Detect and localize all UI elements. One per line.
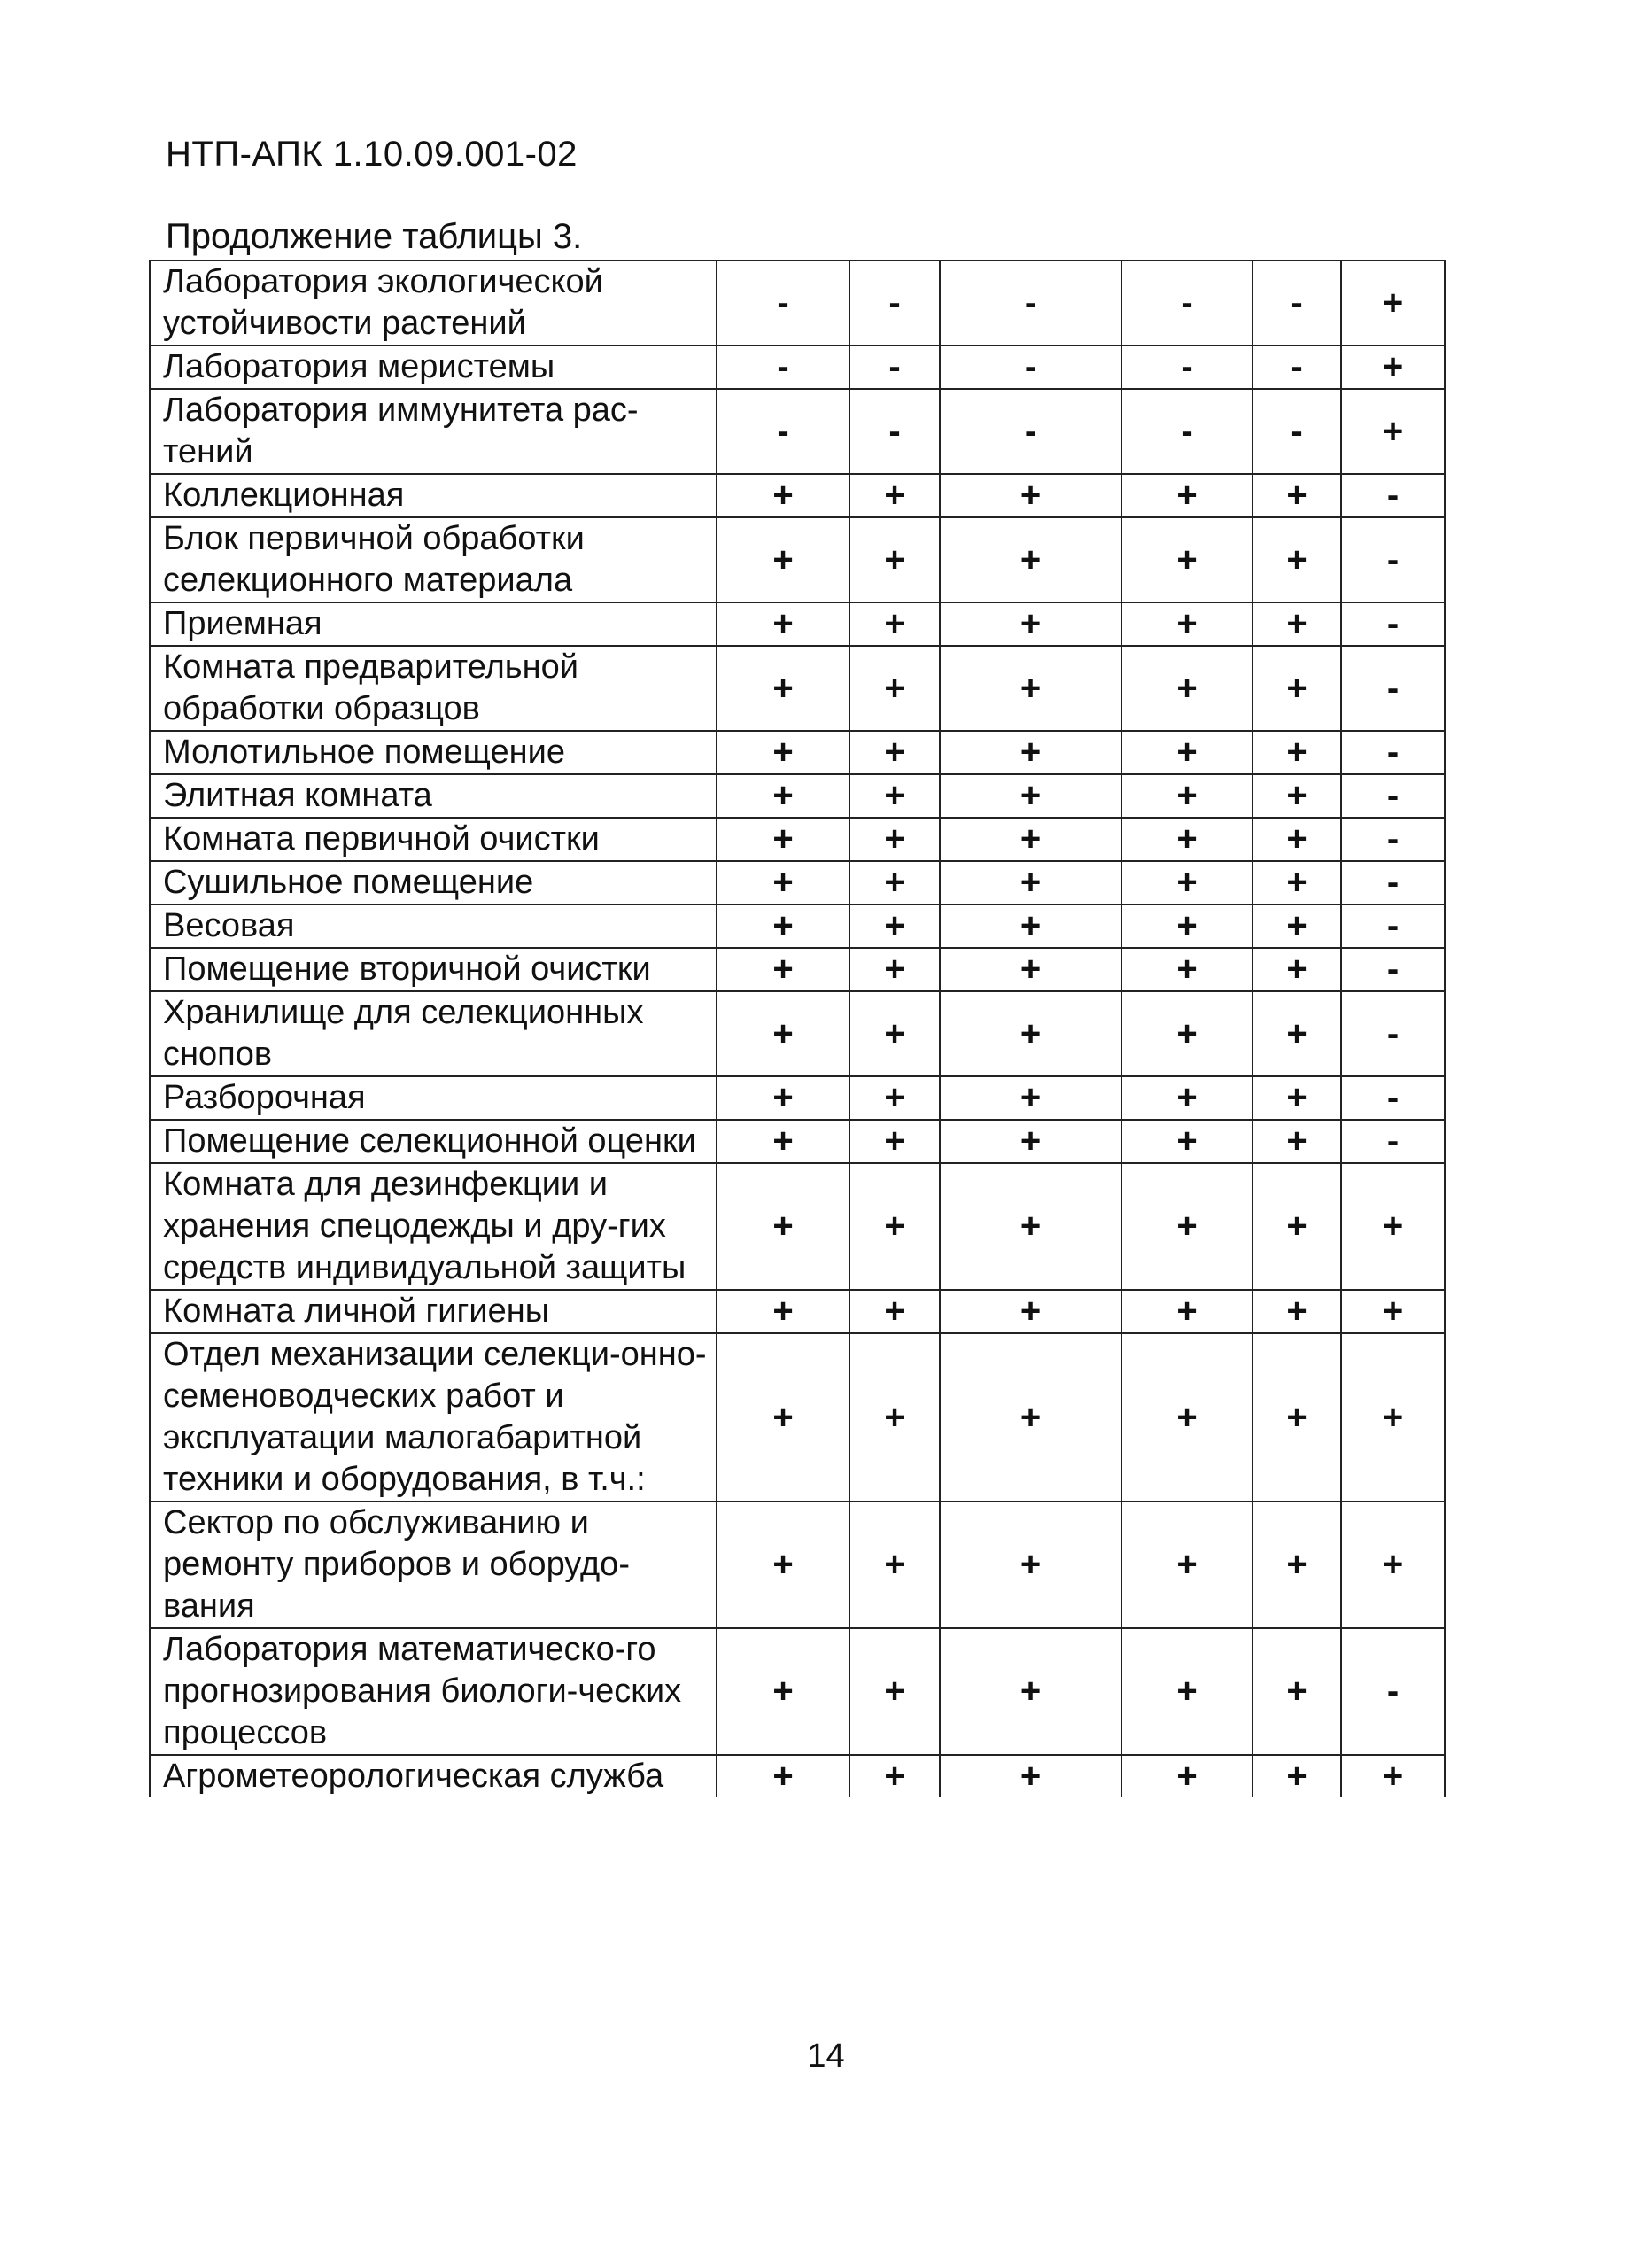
mark-cell: + <box>717 646 849 731</box>
mark-cell: + <box>1121 474 1253 517</box>
mark-cell: + <box>717 904 849 948</box>
table-row <box>150 474 1445 517</box>
table-row <box>150 1163 1445 1290</box>
room-name-cell: Помещение селекционной оценки <box>150 1120 717 1163</box>
page-number: 14 <box>807 2038 845 2075</box>
table-row <box>150 1076 1445 1120</box>
mark-cell: + <box>940 1333 1121 1502</box>
mark-cell: - <box>849 345 940 389</box>
mark-cell: - <box>849 260 940 345</box>
mark-cell: - <box>1341 731 1445 774</box>
mark-cell: + <box>1253 1163 1341 1290</box>
mark-cell: + <box>1341 345 1445 389</box>
table-row <box>150 1290 1445 1333</box>
mark-cell: + <box>849 1290 940 1333</box>
mark-cell: + <box>1341 1502 1445 1628</box>
mark-cell: + <box>717 1120 849 1163</box>
mark-cell: + <box>1253 774 1341 818</box>
mark-cell: - <box>1341 948 1445 991</box>
mark-cell: + <box>849 904 940 948</box>
mark-cell: - <box>940 345 1121 389</box>
mark-cell: + <box>1341 1333 1445 1502</box>
table-row <box>150 948 1445 991</box>
mark-cell: + <box>940 602 1121 646</box>
room-name-cell: Сушильное помещение <box>150 861 717 904</box>
mark-cell: + <box>849 1163 940 1290</box>
mark-cell: + <box>1341 1163 1445 1290</box>
mark-cell: + <box>849 1333 940 1502</box>
mark-cell: - <box>1341 1120 1445 1163</box>
mark-cell: + <box>1253 474 1341 517</box>
mark-cell: + <box>1253 646 1341 731</box>
table-row <box>150 731 1445 774</box>
mark-cell: + <box>940 1755 1121 1797</box>
mark-cell: + <box>717 948 849 991</box>
mark-cell: - <box>717 260 849 345</box>
mark-cell: + <box>1341 1755 1445 1797</box>
table-row <box>150 774 1445 818</box>
mark-cell: + <box>1121 1502 1253 1628</box>
mark-cell: + <box>940 1502 1121 1628</box>
mark-cell: + <box>849 1755 940 1797</box>
mark-cell: - <box>1341 818 1445 861</box>
table-row <box>150 1628 1445 1755</box>
mark-cell: + <box>1253 1333 1341 1502</box>
mark-cell: + <box>1253 731 1341 774</box>
mark-cell: + <box>849 474 940 517</box>
room-name-cell: Комната для дезинфекции и хранения спецодежды и дру-гих средств индивидуальной защиты <box>150 1163 717 1290</box>
mark-cell: - <box>1341 646 1445 731</box>
mark-cell: + <box>1253 991 1341 1076</box>
mark-cell: + <box>940 646 1121 731</box>
mark-cell: + <box>717 1755 849 1797</box>
mark-cell: - <box>1341 474 1445 517</box>
mark-cell: + <box>1253 861 1341 904</box>
mark-cell: + <box>1253 1628 1341 1755</box>
mark-cell: - <box>1341 1628 1445 1755</box>
mark-cell: + <box>1121 904 1253 948</box>
room-name-cell: Отдел механизации селекци-онно-семеноводческих работ и эксплуатации малогабаритной техники и оборудования, в т.ч.: <box>150 1333 717 1502</box>
mark-cell: - <box>1341 774 1445 818</box>
table-row <box>150 602 1445 646</box>
mark-cell: + <box>940 517 1121 602</box>
mark-cell: + <box>849 818 940 861</box>
mark-cell: + <box>717 1290 849 1333</box>
table-row <box>150 646 1445 731</box>
mark-cell: + <box>1253 1502 1341 1628</box>
mark-cell: + <box>940 1290 1121 1333</box>
mark-cell: + <box>1121 774 1253 818</box>
mark-cell: - <box>940 389 1121 474</box>
mark-cell: + <box>1341 260 1445 345</box>
mark-cell: - <box>1121 345 1253 389</box>
mark-cell: + <box>940 1120 1121 1163</box>
mark-cell: + <box>940 948 1121 991</box>
mark-cell: + <box>940 474 1121 517</box>
mark-cell: + <box>1121 1163 1253 1290</box>
mark-cell: + <box>717 1076 849 1120</box>
room-name-cell: Лаборатория иммунитета рас-тений <box>150 389 717 474</box>
mark-cell: + <box>849 731 940 774</box>
table-row <box>150 1755 1445 1797</box>
table-caption: Продолжение таблицы 3. <box>166 217 583 256</box>
mark-cell: + <box>1253 1120 1341 1163</box>
mark-cell: + <box>1121 991 1253 1076</box>
mark-cell: - <box>1341 1076 1445 1120</box>
mark-cell: + <box>1253 1290 1341 1333</box>
mark-cell: + <box>849 1120 940 1163</box>
table-row <box>150 345 1445 389</box>
mark-cell: + <box>1121 1628 1253 1755</box>
room-name-cell: Молотильное помещение <box>150 731 717 774</box>
table-row <box>150 260 1445 345</box>
mark-cell: - <box>717 345 849 389</box>
mark-cell: - <box>1121 260 1253 345</box>
table-row <box>150 389 1445 474</box>
mark-cell: + <box>717 1333 849 1502</box>
table-row <box>150 904 1445 948</box>
room-name-cell: Разборочная <box>150 1076 717 1120</box>
table-row <box>150 861 1445 904</box>
mark-cell: + <box>717 517 849 602</box>
mark-cell: + <box>940 774 1121 818</box>
mark-cell: + <box>1253 818 1341 861</box>
mark-cell: + <box>940 731 1121 774</box>
mark-cell: - <box>1341 517 1445 602</box>
room-name-cell: Блок первичной обработки селекционного материала <box>150 517 717 602</box>
room-name-cell: Помещение вторичной очистки <box>150 948 717 991</box>
mark-cell: + <box>1253 1076 1341 1120</box>
mark-cell: + <box>849 774 940 818</box>
mark-cell: + <box>849 646 940 731</box>
mark-cell: - <box>1341 904 1445 948</box>
room-name-cell: Агрометеорологическая служба <box>150 1755 717 1797</box>
mark-cell: - <box>940 260 1121 345</box>
room-name-cell: Приемная <box>150 602 717 646</box>
mark-cell: + <box>940 991 1121 1076</box>
mark-cell: + <box>1121 731 1253 774</box>
table-row <box>150 1120 1445 1163</box>
mark-cell: - <box>1253 389 1341 474</box>
room-name-cell: Элитная комната <box>150 774 717 818</box>
room-name-cell: Комната личной гигиены <box>150 1290 717 1333</box>
room-name-cell: Сектор по обслуживанию и ремонту приборов и оборудо-вания <box>150 1502 717 1628</box>
mark-cell: + <box>849 1502 940 1628</box>
mark-cell: + <box>940 904 1121 948</box>
mark-cell: - <box>1341 991 1445 1076</box>
mark-cell: + <box>1121 861 1253 904</box>
mark-cell: - <box>717 389 849 474</box>
mark-cell: + <box>940 861 1121 904</box>
mark-cell: + <box>940 1628 1121 1755</box>
room-name-cell: Хранилище для селекционных снопов <box>150 991 717 1076</box>
room-name-cell: Комната первичной очистки <box>150 818 717 861</box>
mark-cell: + <box>717 1163 849 1290</box>
mark-cell: - <box>1341 602 1445 646</box>
mark-cell: + <box>717 474 849 517</box>
mark-cell: + <box>717 1628 849 1755</box>
mark-cell: + <box>717 731 849 774</box>
document-code: НТП-АПК 1.10.09.001-02 <box>166 135 578 174</box>
mark-cell: + <box>940 818 1121 861</box>
room-name-cell: Комната предварительной обработки образцов <box>150 646 717 731</box>
mark-cell: + <box>1253 1755 1341 1797</box>
mark-cell: + <box>717 602 849 646</box>
table-row <box>150 1333 1445 1502</box>
mark-cell: + <box>1253 904 1341 948</box>
mark-cell: + <box>1121 602 1253 646</box>
mark-cell: + <box>1121 1076 1253 1120</box>
table-row <box>150 818 1445 861</box>
mark-cell: + <box>849 861 940 904</box>
mark-cell: + <box>717 991 849 1076</box>
room-name-cell: Лаборатория меристемы <box>150 345 717 389</box>
mark-cell: + <box>1341 389 1445 474</box>
mark-cell: - <box>1121 389 1253 474</box>
mark-cell: + <box>1253 602 1341 646</box>
mark-cell: + <box>940 1163 1121 1290</box>
mark-cell: + <box>1253 948 1341 991</box>
table-row <box>150 1502 1445 1628</box>
mark-cell: + <box>1121 1120 1253 1163</box>
mark-cell: + <box>717 861 849 904</box>
mark-cell: + <box>1121 646 1253 731</box>
mark-cell: + <box>849 1628 940 1755</box>
table-row <box>150 991 1445 1076</box>
mark-cell: + <box>940 1076 1121 1120</box>
mark-cell: - <box>1253 260 1341 345</box>
mark-cell: + <box>849 602 940 646</box>
mark-cell: + <box>1253 517 1341 602</box>
mark-cell: + <box>849 991 940 1076</box>
mark-cell: - <box>1341 861 1445 904</box>
mark-cell: + <box>1341 1290 1445 1333</box>
rooms-table <box>149 260 1446 1797</box>
mark-cell: + <box>717 818 849 861</box>
mark-cell: + <box>849 1076 940 1120</box>
mark-cell: - <box>849 389 940 474</box>
mark-cell: + <box>1121 948 1253 991</box>
table-row <box>150 517 1445 602</box>
mark-cell: + <box>717 1502 849 1628</box>
room-name-cell: Коллекционная <box>150 474 717 517</box>
mark-cell: + <box>1121 1755 1253 1797</box>
mark-cell: + <box>1121 517 1253 602</box>
room-name-cell: Весовая <box>150 904 717 948</box>
room-name-cell: Лаборатория математическо-го прогнозирования биологи-ческих процессов <box>150 1628 717 1755</box>
mark-cell: + <box>717 774 849 818</box>
mark-cell: + <box>849 948 940 991</box>
mark-cell: + <box>849 517 940 602</box>
mark-cell: + <box>1121 1333 1253 1502</box>
mark-cell: + <box>1121 1290 1253 1333</box>
mark-cell: - <box>1253 345 1341 389</box>
mark-cell: + <box>1121 818 1253 861</box>
room-name-cell: Лаборатория экологической устойчивости растений <box>150 260 717 345</box>
